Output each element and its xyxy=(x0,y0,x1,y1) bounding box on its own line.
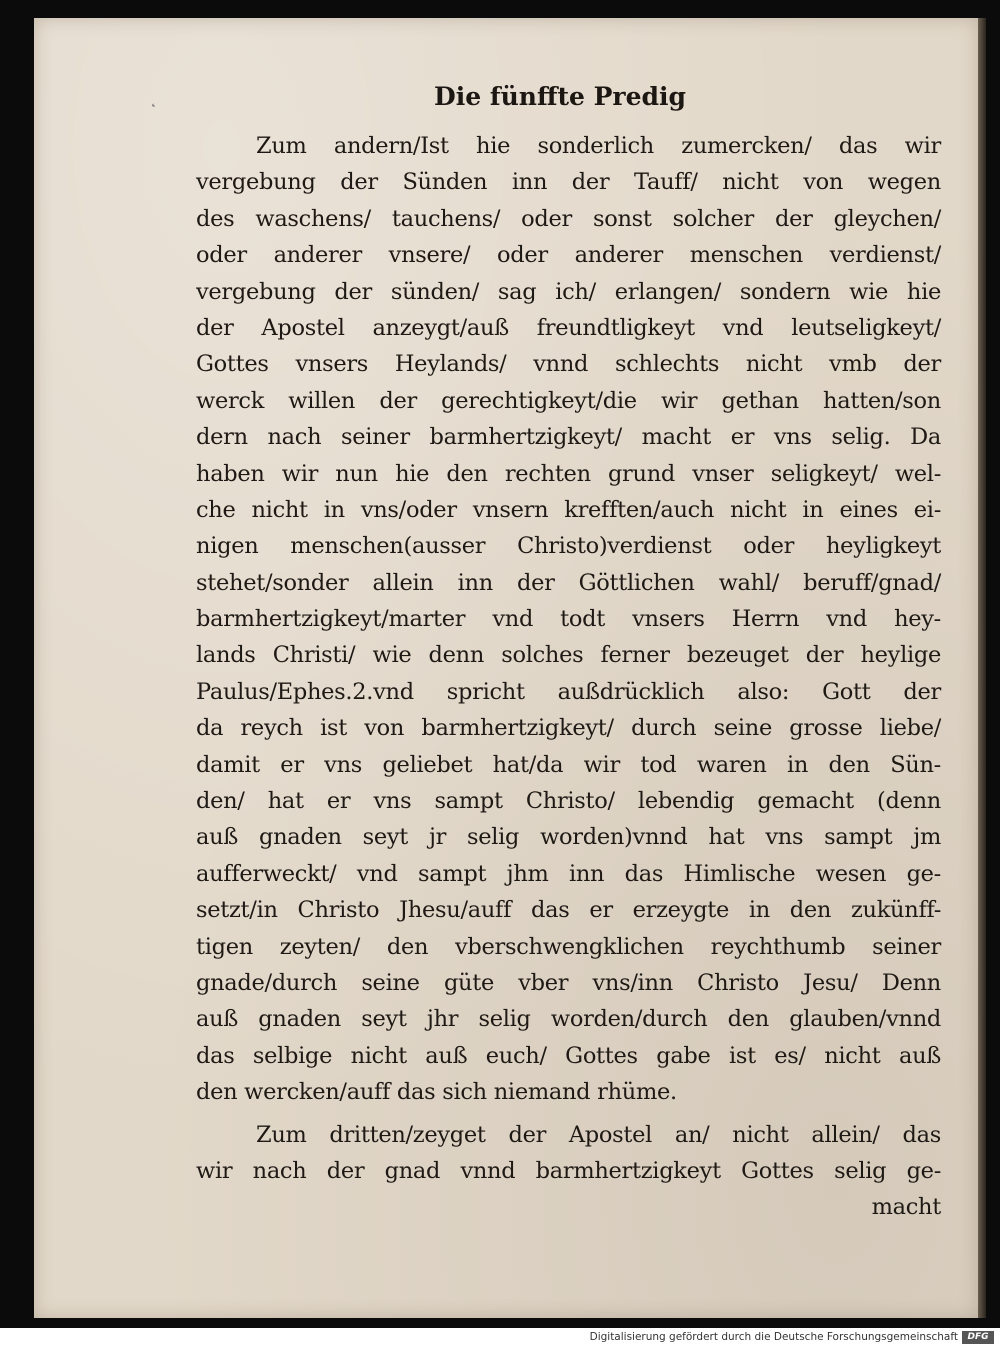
text-line: werck willen der gerechtigkeyt/die wir gethan hatten/son xyxy=(196,387,941,414)
running-head: Die fünffte Predig xyxy=(434,82,686,111)
text-line: auß gnaden seyt jr selig worden)vnnd hat vns sampt jm xyxy=(196,824,941,851)
text-line: che nicht in vns/oder vnsern krefften/auch nicht in eines ei- xyxy=(196,496,941,523)
text-line: Paulus/Ephes.2.vnd spricht außdrücklich also: Gott der xyxy=(196,678,941,705)
text-line: den wercken/auff das sich niemand rhüme. xyxy=(196,1079,677,1106)
catchword: macht xyxy=(871,1194,941,1221)
text-line: tigen zeyten/ den vberschwengklichen reychthumb seiner xyxy=(196,933,941,960)
text-line: auß gnaden seyt jhr selig worden/durch den glauben/vnnd xyxy=(196,1006,941,1033)
text-line: wir nach der gnad vnnd barmhertzigkeyt Gottes selig ge- xyxy=(196,1157,941,1184)
page-edge xyxy=(978,18,986,1318)
text-line: setzt/in Christo Jhesu/auff das er erzeygte in den zukünff- xyxy=(196,897,941,924)
text-line: des waschens/ tauchens/ oder sonst solcher der gleychen/ xyxy=(196,205,941,232)
text-block xyxy=(196,128,941,1226)
text-line: lands Christi/ wie denn solches ferner bezeuget der heylige xyxy=(196,642,941,669)
text-line: vergebung der Sünden inn der Tauff/ nicht von wegen xyxy=(196,169,941,196)
text-line: den/ hat er vns sampt Christo/ lebendig gemacht (denn xyxy=(196,788,941,815)
dfg-logo-icon: DFG xyxy=(962,1331,994,1344)
footer-bar xyxy=(0,1328,1000,1348)
text-line: vergebung der sünden/ sag ich/ erlangen/ sondern wie hie xyxy=(196,278,941,305)
text-line: nigen menschen(ausser Christo)verdienst oder heyligkeyt xyxy=(196,533,941,560)
text-line: Zum dritten/zeyget der Apostel an/ nicht allein/ das xyxy=(256,1121,941,1148)
text-line: dern nach seiner barmhertzigkeyt/ macht er vns selig. Da xyxy=(196,424,941,451)
text-line: Zum andern/Ist hie sonderlich zumercken/ das wir xyxy=(256,133,941,159)
footer-credit: Digitalisierung gefördert durch die Deutsche Forschungsgemeinschaft xyxy=(589,1331,958,1343)
text-line: da reych ist von barmhertzigkeyt/ durch seine grosse liebe/ xyxy=(196,715,941,742)
text-line: oder anderer vnsere/ oder anderer menschen verdienst/ xyxy=(196,242,941,269)
text-line: das selbige nicht auß euch/ Gottes gabe ist es/ nicht auß xyxy=(196,1042,941,1069)
text-line: der Apostel anzeygt/auß freundtligkeyt vnd leutseligkeyt/ xyxy=(196,314,941,341)
text-line: barmhertzigkeyt/marter vnd todt vnsers Herrn vnd hey- xyxy=(196,606,941,633)
folio-mark: ˛ xyxy=(150,92,157,108)
text-line: aufferweckt/ vnd sampt jhm inn das Himlische wesen ge- xyxy=(196,860,941,887)
text-line: stehet/sonder allein inn der Göttlichen wahl/ beruff/gnad/ xyxy=(196,569,941,596)
text-line: damit er vns geliebet hat/da wir tod waren in den Sün- xyxy=(196,751,941,778)
text-line: gnade/durch seine güte vber vns/inn Christo Jesu/ Denn xyxy=(196,969,941,996)
text-line: haben wir nun hie den rechten grund vnser seligkeyt/ wel- xyxy=(196,460,941,487)
text-line: Gottes vnsers Heylands/ vnnd schlechts nicht vmb der xyxy=(196,351,941,378)
